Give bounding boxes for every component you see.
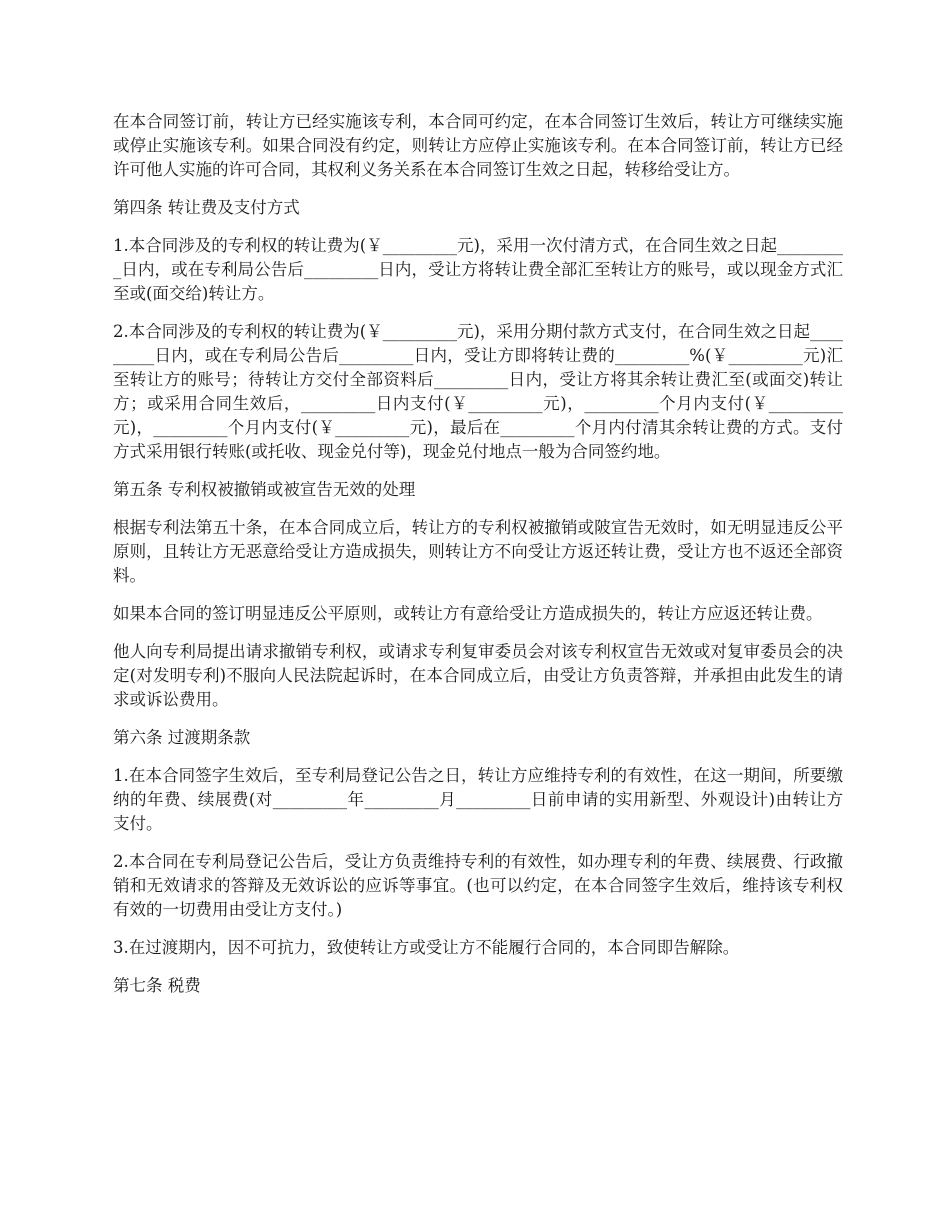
paragraph-6-3: 3.在过渡期内，因不可抗力，致使转让方或受让方不能履行合同的，本合同即告解除。 [113, 938, 740, 957]
paragraph-5-c: 他人向专利局提出请求撤销专利权，或请求专利复审委员会对该专利权宣告无效或对复审委员会的决定(对发明专利)不服向人民法院起诉时，在本合同成立后，由受让方负责答辩，并承担由此发生的请求或诉讼费用。 [113, 642, 843, 709]
paragraph-4-1: 1.本合同涉及的专利权的转让费为(￥_________元)，采用一次付清方式，在合同生效之日起_________日内，或在专利局公告后_________日内，受让方将转让费全部汇至转让方的账号，或以现金方式汇至或(面交给)转让方。 [113, 236, 843, 303]
paragraph-6-2: 2.本合同在专利局登记公告后，受让方负责维持专利的有效性，如办理专利的年费、续展费、行政撤销和无效请求的答辩及无效诉讼的应诉等事宜。(也可以约定，在本合同签字生效后，维持该专利权有效的一切费用由受让方支付。) [113, 852, 843, 919]
paragraph-5-b: 如果本合同的签订明显违反公平原则，或转让方有意给受让方造成损失的，转让方应返还转让费。 [113, 604, 823, 623]
heading-article-5: 第五条 专利权被撤销或被宣告无效的处理 [113, 480, 416, 499]
paragraph-prior-implementation: 在本合同签订前，转让方已经实施该专利，本合同可约定，在本合同签订生效后，转让方可继续实施或停止实施该专利。如果合同没有约定，则转让方应停止实施该专利。在本合同签订前，转让方已经许可他人实施的许可合同，其权利义务关系在本合同签订生效之日起，转移给受让方。 [113, 112, 843, 179]
paragraph-4-2: 2.本合同涉及的专利权的转让费为(￥_________元)，采用分期付款方式支付，在合同生效之日起_________日内，或在专利局公告后_________日内，受让方即将转让费的_________%(￥_________元)汇至转让方的账号；待转让方交付全部资料后_________日内，受让方将其余转让费汇至(或面交)转让方；或采用合同生效后，_________日内支付(￥_________元)，_________个月内支付(￥_________元)，_________个月内支付(￥_________元)，最后在_________个月内付清其余转让费的方式。支付方式采用银行转账(或托收、现金兑付等)，现金兑付地点一般为合同签约地。 [113, 322, 843, 461]
heading-article-7: 第七条 税费 [113, 976, 201, 995]
document-page [113, 110, 843, 1012]
paragraph-6-1: 1.在本合同签字生效后，至专利局登记公告之日，转让方应维持专利的有效性，在这一期间，所要缴纳的年费、续展费(对_________年_________月_________日前申请的实用新型、外观设计)由转让方支付。 [113, 766, 843, 833]
paragraph-5-a: 根据专利法第五十条，在本合同成立后，转让方的专利权被撤销或陂宣告无效时，如无明显违反公平原则，且转让方无恶意给受让方造成损失，则转让方不向受让方返还转让费，受让方也不返还全部资料。 [113, 518, 843, 585]
heading-article-4: 第四条 转让费及支付方式 [113, 198, 300, 217]
heading-article-6: 第六条 过渡期条款 [113, 728, 251, 747]
